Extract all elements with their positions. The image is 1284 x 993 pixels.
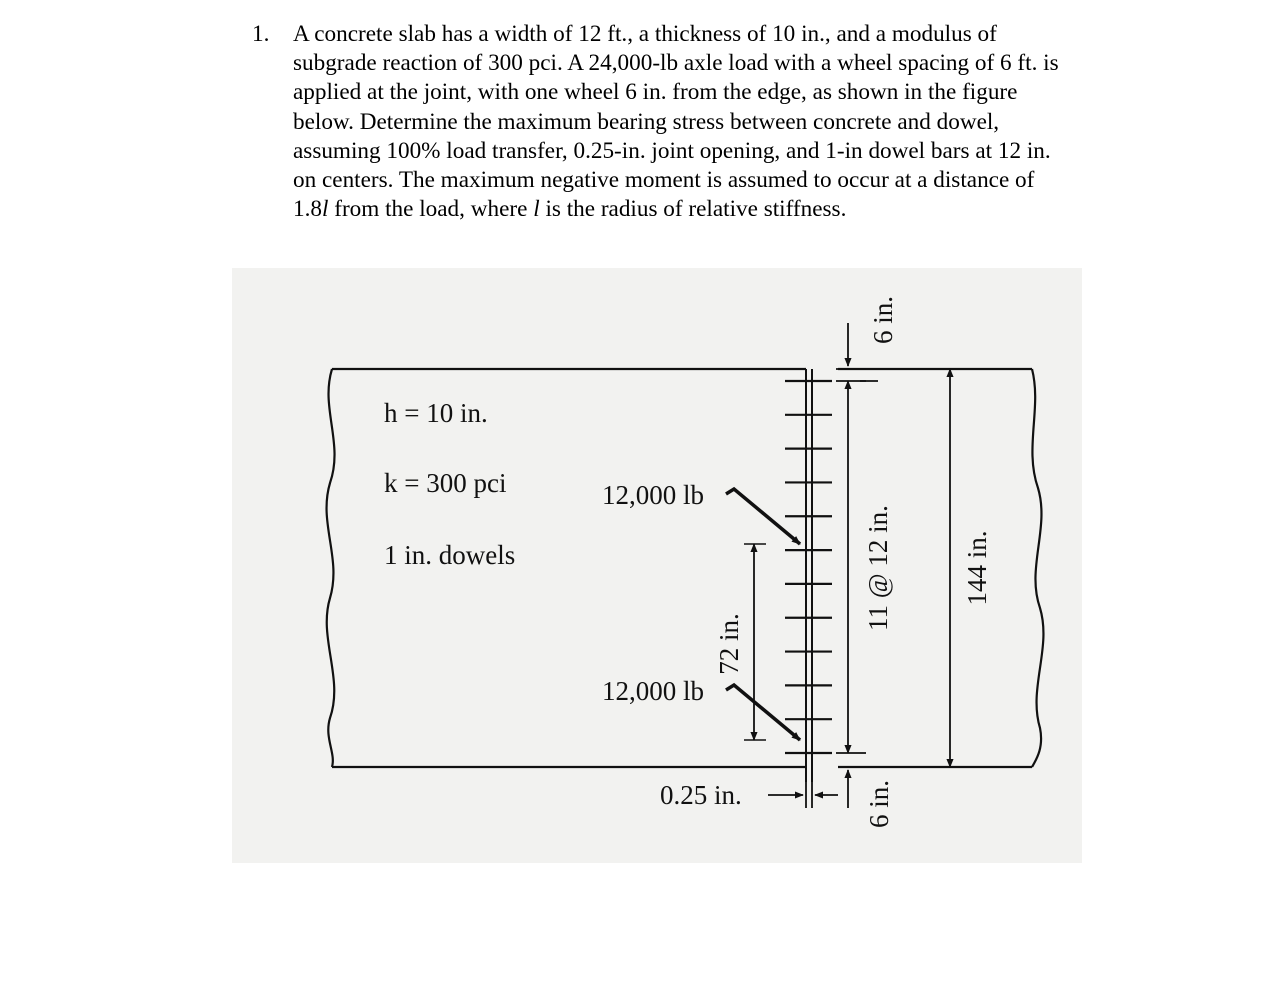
problem-line-last: 1.8l from the load, where l is the radius of relative stiffness.: [293, 196, 847, 223]
problem-line: below. Determine the maximum bearing stress between concrete and dowel,: [293, 108, 1000, 135]
label-slab-width: 144 in.: [962, 530, 992, 606]
problem-line: A concrete slab has a width of 12 ft., a thickness of 10 in., and a modulus of: [293, 21, 997, 47]
problem-number: 1.: [252, 21, 270, 47]
label-slab-thickness: h = 10 in.: [384, 398, 488, 428]
label-wheel-load-bottom: 12,000 lb: [602, 676, 705, 706]
problem-line: on centers. The maximum negative moment is assumed to occur at a distance of: [293, 167, 1035, 194]
slab-diagram: [232, 268, 1082, 863]
problem-statement: [252, 20, 1152, 224]
problem-line: applied at the joint, with one wheel 6 in. from the edge, as shown in the figure: [293, 79, 1018, 106]
problem-line: subgrade reaction of 300 pci. A 24,000-lb axle load with a wheel spacing of 6 ft. is: [293, 50, 1059, 77]
label-subgrade-modulus: k = 300 pci: [384, 468, 507, 498]
label-wheel-spacing: 72 in.: [714, 613, 744, 675]
scan-background: [232, 268, 1082, 863]
label-joint-opening: 0.25 in.: [660, 780, 742, 810]
label-edge-distance-bottom: 6 in.: [864, 779, 894, 829]
problem-line: assuming 100% load transfer, 0.25-in. joint opening, and 1-in dowel bars at 12 in.: [293, 137, 1051, 164]
label-wheel-load-top: 12,000 lb: [602, 480, 705, 510]
slab-figure: [232, 268, 1082, 863]
label-edge-distance-top: 6 in.: [868, 295, 898, 345]
label-dowels: 1 in. dowels: [384, 540, 516, 570]
label-dowel-spacing: 11 @ 12 in.: [863, 505, 893, 631]
